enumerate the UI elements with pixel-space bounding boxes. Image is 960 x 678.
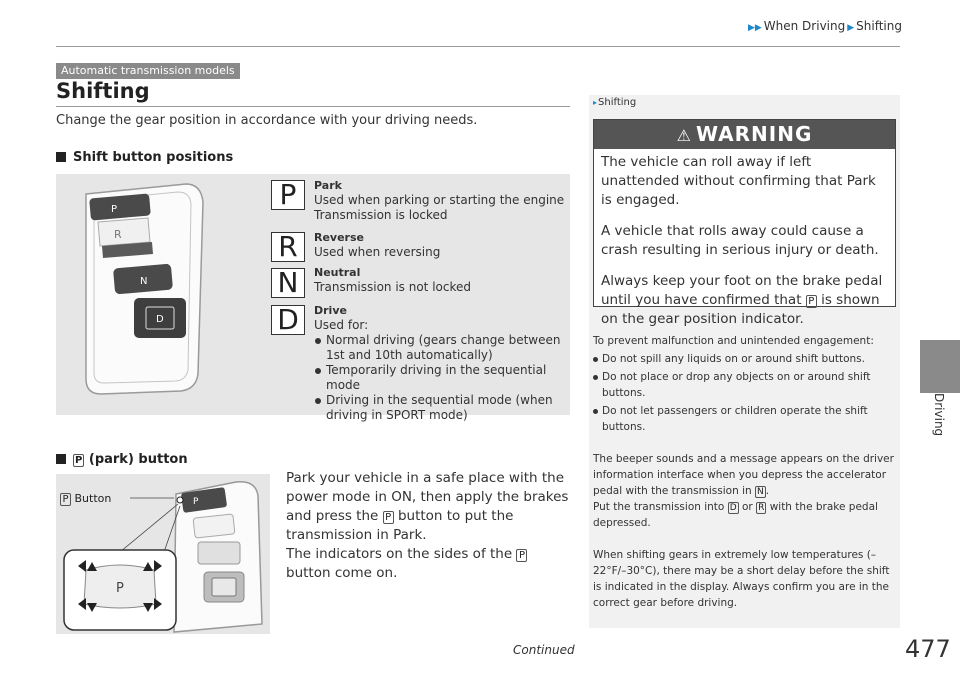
reverse-description: Reverse Used when reversing: [314, 231, 441, 259]
gear-r-symbol: R: [271, 232, 305, 262]
side-note-panel: [589, 95, 900, 628]
p-button-label: P: [193, 497, 199, 507]
d-button-label: D: [156, 314, 164, 325]
chevron-right-icon: ▶: [847, 23, 855, 33]
list-item: Normal driving (gears change between 1st and 10th automatically): [314, 333, 564, 363]
model-badge: Automatic transmission models: [56, 63, 240, 79]
shift-positions-heading: Shift button positions: [56, 150, 233, 165]
warning-header: ⚠ WARNING: [594, 120, 895, 149]
side-note-text: [593, 333, 897, 613]
warning-text-3: Always keep your foot on the brake pedal until you have confirmed that P is shown on the gear position indicator.: [601, 273, 883, 327]
p-key-symbol: P: [806, 295, 817, 308]
square-bullet-icon: [56, 152, 66, 162]
breadcrumb-parent[interactable]: When Driving: [763, 19, 846, 33]
d-key-symbol: D: [729, 503, 737, 513]
warning-text-1: The vehicle can roll away if left unattended without confirming that Park is engaged.: [601, 154, 876, 208]
title-divider: [56, 106, 570, 107]
gear-n-symbol: N: [271, 268, 305, 298]
p-key-symbol: P: [516, 549, 527, 562]
park-button-instructions: Park your vehicle in a safe place with the power mode in ON, then apply the brakes and press the P button to put the transmission in Park. The indicators on the sides of the P button come on.: [286, 470, 569, 581]
list-item: Driving in the sequential mode (when driving in SPORT mode): [314, 393, 564, 423]
p-key-symbol: P: [75, 455, 83, 466]
page-number: 477: [905, 635, 951, 663]
r-key-symbol: R: [758, 503, 765, 513]
chapter-tab[interactable]: [916, 393, 960, 443]
side-note-tag: ▸Shifting: [593, 97, 637, 108]
warning-text-2: A vehicle that rolls away could cause a crash resulting in serious injury or death.: [601, 223, 879, 258]
list-item: Do not place or drop any objects on or around shift buttons.: [593, 369, 897, 401]
park-description: Park Used when parking or starting the engine Transmission is locked: [314, 179, 565, 222]
gear-d-symbol: D: [271, 305, 305, 335]
page-title: Shifting: [56, 79, 150, 103]
cold-weather-note: When shifting gears in extremely low temperatures (–22°F/–30°C), there may be a short delay before the shift is indicated in the display. Always confirm you are in the correct gear before driving.: [593, 549, 890, 609]
r-button-label: R: [114, 228, 122, 241]
chapter-tab-marker[interactable]: [920, 340, 960, 393]
header-divider: [56, 46, 900, 47]
shift-console-illustration: [56, 174, 216, 415]
neutral-description: Neutral Transmission is not locked: [314, 266, 471, 294]
continued-label: Continued: [513, 643, 575, 657]
drive-description: Drive Used for: Normal driving (gears change between 1st and 10th automatically) Temporarily driving in the sequential mode Driving in the sequential mode (when driving in SPORT mode): [314, 303, 564, 423]
shift-diagram: [56, 174, 570, 422]
p-button-label: P: [111, 204, 118, 215]
chapter-tab-label: Driving: [932, 393, 946, 437]
beeper-note: The beeper sounds and a message appears on the driver information interface when you depress the accelerator pedal with the transmission in N . Put the transmission into D or R with the brake pedal depressed.: [593, 453, 894, 529]
gear-p-symbol: P: [271, 180, 305, 210]
chevron-right-icon: ▶▶: [747, 23, 762, 33]
n-key-symbol: N: [757, 487, 764, 497]
list-item: Do not spill any liquids on or around shift buttons.: [593, 351, 897, 367]
intro-text: Change the gear position in accordance with your driving needs.: [56, 113, 478, 128]
warning-icon: ⚠: [676, 126, 692, 145]
warning-box: [593, 119, 896, 327]
list-item: Do not let passengers or children operate the shift buttons.: [593, 403, 897, 435]
square-bullet-icon: [56, 454, 66, 464]
p-button-callout: P Button: [60, 492, 111, 506]
park-button-illustration: [56, 474, 270, 634]
p-button-label: P: [116, 581, 124, 596]
park-button-heading: P (park) button: [56, 452, 188, 467]
list-item: Temporarily driving in the sequential mode: [314, 363, 564, 393]
prevent-intro: To prevent malfunction and unintended engagement:: [593, 335, 874, 347]
p-key-symbol: P: [383, 511, 394, 524]
n-button-label: N: [140, 276, 148, 287]
reference-icon: ▸: [593, 98, 598, 107]
breadcrumb-current[interactable]: Shifting: [856, 19, 902, 33]
breadcrumb: [746, 19, 902, 33]
